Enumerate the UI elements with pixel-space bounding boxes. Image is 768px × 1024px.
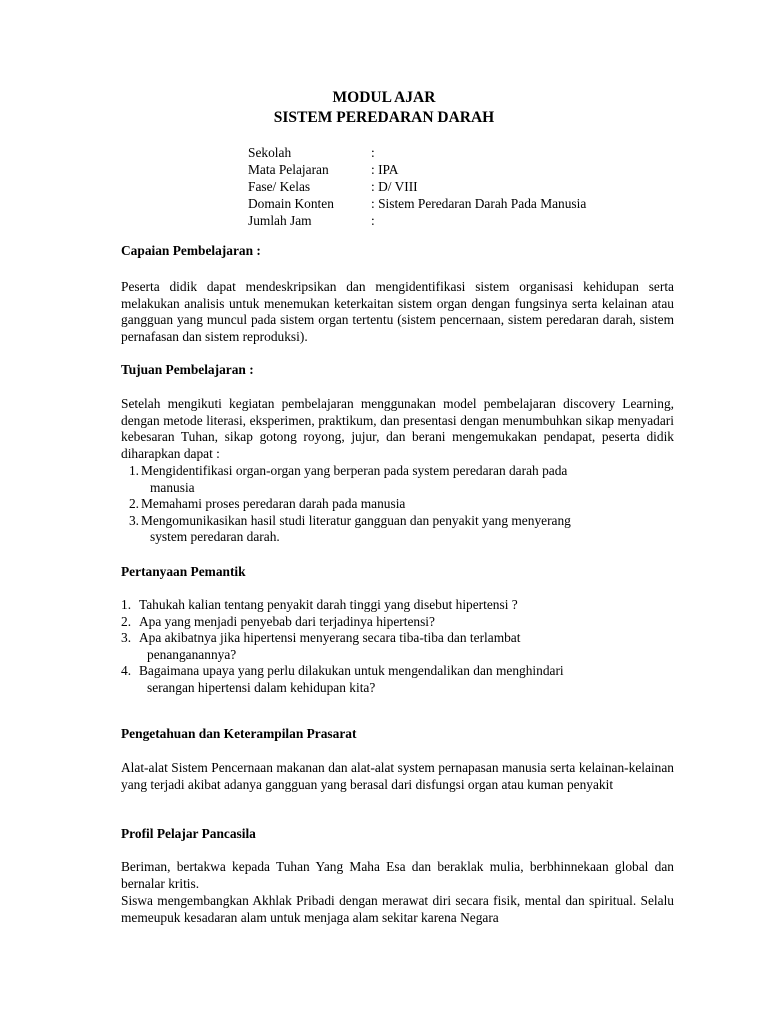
meta-label: Fase/ Kelas (248, 178, 311, 194)
list-item (121, 463, 674, 496)
module-title: MODUL AJAR (332, 89, 436, 106)
meta-row-sekolah (248, 145, 586, 162)
list-text-continued: system peredaran darah. (150, 529, 280, 545)
list-text: Apa akibatnya jika hipertensi menyerang secara tiba-tiba dan terlambat (139, 630, 521, 646)
list-number: 1. (121, 597, 132, 612)
list-number: 2. (128, 496, 139, 512)
list-text: Mengidentifikasi organ-organ yang berperan pada system peredaran darah pada (141, 463, 568, 478)
list-number: 3. (128, 512, 139, 528)
meta-row-jumlah-jam (248, 213, 586, 230)
tujuan-list (121, 463, 674, 546)
list-number: 2. (121, 613, 132, 629)
list-text-continued: penanganannya? (147, 646, 237, 662)
list-text-continued: manusia (150, 479, 195, 495)
list-text: Memahami proses peredaran darah pada manusia (141, 496, 406, 512)
meta-value: : (371, 145, 375, 160)
list-item (121, 513, 674, 546)
meta-value: : Sistem Peredaran Darah Pada Manusia (371, 195, 587, 211)
list-text: Mengomunikasikan hasil studi literatur gangguan dan penyakit yang menyerang (141, 512, 571, 528)
prasarat-heading: Pengetahuan dan Keterampilan Prasarat (121, 726, 357, 741)
list-number: 3. (121, 630, 132, 646)
meta-row-mata-pelajaran (248, 162, 586, 179)
meta-label: Jumlah Jam (248, 212, 312, 228)
list-text-continued: serangan hipertensi dalam kehidupan kita? (147, 679, 376, 695)
pemantik-heading: Pertanyaan Pemantik (121, 564, 246, 579)
prasarat-paragraph: Alat-alat Sistem Pencernaan makanan dan alat-alat system pernapasan manusia serta kelainan-kelainan yang terjadi akibat adanya gangguan yang berasal dari disfungsi organ atau kuman penyakit (121, 760, 674, 792)
capaian-paragraph: Peserta didik dapat mendeskripsikan dan mengidentifikasi sistem organisasi kehidupan serta melakukan analisis untuk menemukan keterkaitan sistem organ dengan fungsinya serta kelainan atau gangguan yang muncul pada sistem organ tertentu (sistem pencernaan, sistem peredaran darah, sistem pernafasan dan sistem reproduksi). (121, 279, 674, 344)
meta-label: Domain Konten (248, 195, 334, 211)
list-number: 1. (128, 463, 139, 478)
list-number: 4. (121, 663, 132, 679)
meta-row-domain-konten (248, 196, 586, 213)
meta-value: : IPA (371, 161, 399, 177)
tujuan-heading: Tujuan Pembelajaran : (121, 362, 254, 377)
list-item (121, 614, 674, 631)
pemantik-list (121, 597, 674, 697)
profil-heading: Profil Pelajar Pancasila (121, 826, 256, 841)
list-item (121, 663, 674, 696)
profil-paragraph-2: Siswa mengembangkan Akhlak Pribadi dengan merawat diri secara fisik, mental dan spiritual. Selalu memeupuk kesadaran alam untuk menjaga alam sekitar karena Negara (121, 893, 674, 925)
list-item (121, 597, 674, 614)
meta-label: Mata Pelajaran (248, 161, 329, 177)
meta-value: : (371, 212, 375, 228)
list-text: Apa yang menjadi penyebab dari terjadinya hipertensi? (139, 613, 435, 629)
profil-paragraph-1: Beriman, bertakwa kepada Tuhan Yang Maha Esa dan beraklak mulia, berbhinnekaan global dan bernalar kritis. (121, 859, 674, 891)
list-item (121, 496, 674, 513)
meta-value: : D/ VIII (371, 178, 418, 194)
module-subtitle: SISTEM PEREDARAN DARAH (273, 109, 495, 126)
list-text: Bagaimana upaya yang perlu dilakukan untuk mengendalikan dan menghindari (139, 663, 564, 679)
tujuan-paragraph: Setelah mengikuti kegiatan pembelajaran menggunakan model pembelajaran discovery Learning, dengan metode literasi, eksperimen, praktikum, dan presentasi dengan menumbuhkan sikap menyadari kebesaran Tuhan, sikap gotong royong, jujur, dan berani mengemukakan pendapat, peserta didik diharapkan dapat : (121, 396, 674, 461)
identity-table (248, 145, 586, 229)
list-item (121, 630, 674, 663)
capaian-heading: Capaian Pembelajaran : (121, 243, 261, 258)
meta-label: Sekolah (248, 145, 292, 160)
meta-row-fase-kelas (248, 179, 586, 196)
list-text: Tahukah kalian tentang penyakit darah tinggi yang disebut hipertensi ? (139, 597, 518, 612)
